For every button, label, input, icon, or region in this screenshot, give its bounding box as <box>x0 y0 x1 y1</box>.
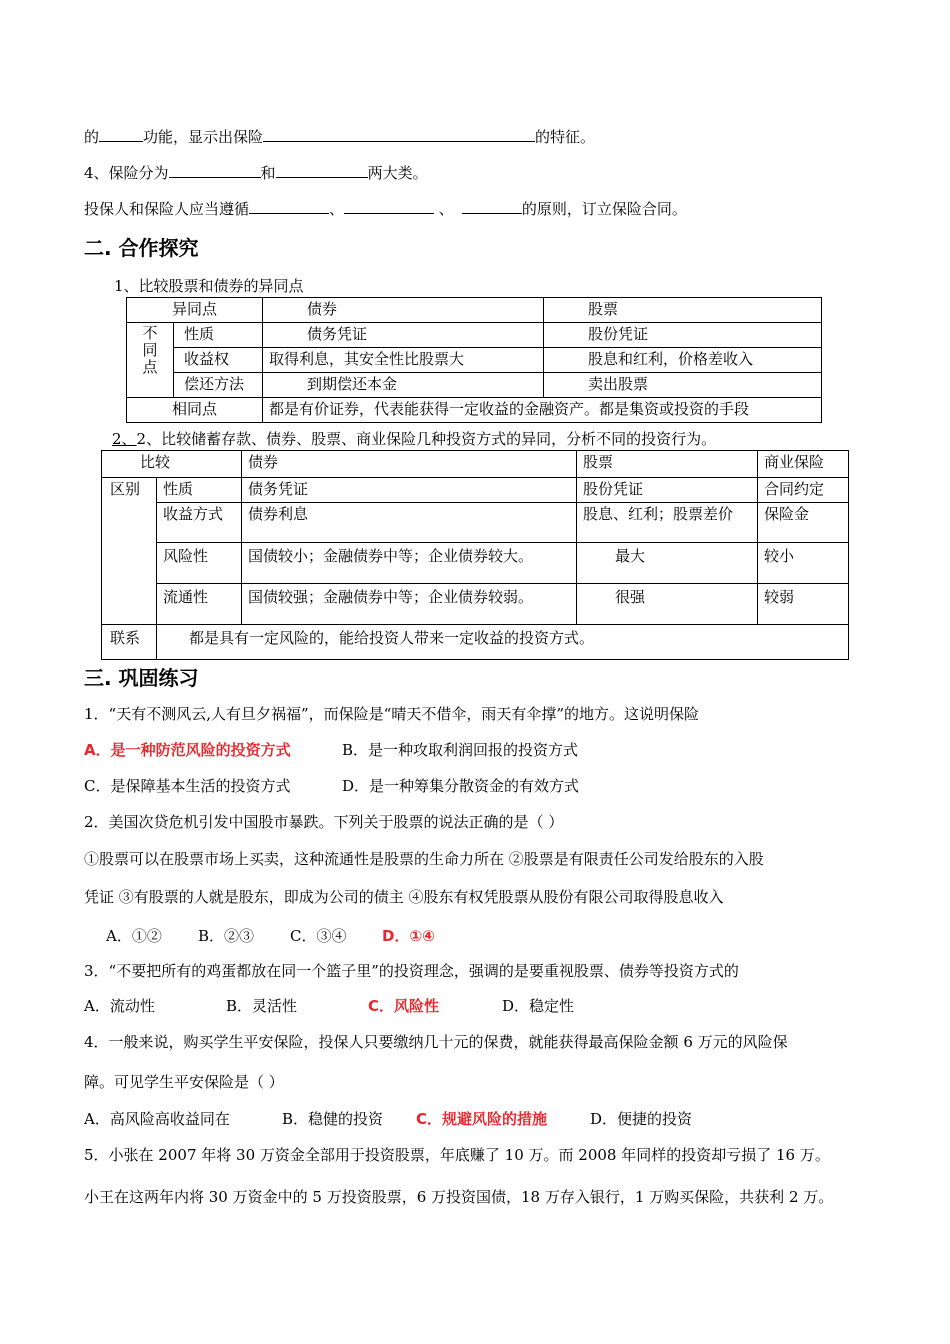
table-header: 比较 <box>102 451 242 478</box>
blank-field[interactable] <box>263 127 535 142</box>
blank-field[interactable] <box>344 199 434 214</box>
blank-field[interactable] <box>462 199 522 214</box>
table-cell: 到期偿还本金 <box>263 373 544 398</box>
text: 功能，显示出保险 <box>143 128 264 146</box>
question-2: 2．美国次贷危机引发中国股市暴跌。下列关于股票的说法正确的是（ ） <box>84 813 564 831</box>
text: 的 <box>84 128 100 146</box>
option-a[interactable]: A．流动性 <box>84 997 155 1015</box>
options-row <box>84 996 574 1016</box>
options-row <box>84 1109 692 1129</box>
table-cell: 股份凭证 <box>544 323 822 348</box>
question-text: ①股票可以在股票市场上买卖，这种流通性是股票的生命力所在 ②股票是有限责任公司发给股东的入股 <box>84 850 764 868</box>
question-title: 1、比较股票和债券的异同点 <box>114 277 304 295</box>
question-4: 4．一般来说，购买学生平安保险，投保人只要缴纳几十元的保费，就能获得最高保险金额 6 万元的风险保 <box>84 1033 788 1051</box>
options-row <box>84 776 579 796</box>
question-1: 1．“天有不测风云,人有旦夕祸福”，而保险是“晴天不借伞，雨天有伞撑”的地方。这说明保险 <box>84 705 699 723</box>
option-d[interactable]: D．是一种筹集分散资金的有效方式 <box>342 777 580 795</box>
fill-line-3 <box>84 199 687 219</box>
option-a[interactable]: A．①② <box>106 927 162 945</box>
table-cell: 国债较强；金融债券中等；企业债券较弱。 <box>242 584 577 625</box>
question-5: 5．小张在 2007 年将 30 万资金全部用于投资股票，年底赚了 10 万。而 2008 年同样的投资却亏损了 16 万。 <box>84 1146 830 1164</box>
text: 两大类。 <box>367 164 428 182</box>
options-row <box>84 740 578 760</box>
table-header: 股票 <box>577 451 758 478</box>
investment-compare-table <box>101 450 849 660</box>
table-cell: 最大 <box>577 543 758 584</box>
option-d[interactable]: D．便捷的投资 <box>590 1110 693 1128</box>
blank-field[interactable] <box>99 127 143 142</box>
table-cell: 国债较小；金融债券中等；企业债券较大。 <box>242 543 577 584</box>
row-label: 不 同 点 <box>127 323 174 398</box>
table-header: 债券 <box>263 298 544 323</box>
text: 投保人和保险人应当遵循 <box>84 200 250 218</box>
option-c-answer[interactable]: C．风险性 <box>368 997 440 1015</box>
option-a[interactable]: A．高风险高收益同在 <box>84 1110 230 1128</box>
blank-field[interactable] <box>169 163 261 178</box>
table-cell: 流通性 <box>157 584 242 625</box>
text: 的特征。 <box>535 128 596 146</box>
option-b[interactable]: B．灵活性 <box>226 997 298 1015</box>
table-cell: 债务凭证 <box>263 323 544 348</box>
row-label: 联系 <box>102 625 157 660</box>
text: 和 <box>260 164 276 182</box>
table-cell: 股息和红利，价格差收入 <box>544 348 822 373</box>
option-c-answer[interactable]: C．规避风险的措施 <box>416 1110 548 1128</box>
table-header: 异同点 <box>127 298 263 323</box>
table-cell: 取得利息，其安全性比股票大 <box>263 348 544 373</box>
table-cell: 偿还方法 <box>174 373 263 398</box>
fill-line-1 <box>84 127 595 147</box>
section-heading: 三. 巩固练习 <box>84 666 199 690</box>
blank-field[interactable] <box>276 163 368 178</box>
table-cell: 收益权 <box>174 348 263 373</box>
table-cell: 债务凭证 <box>242 478 577 503</box>
option-b[interactable]: B．是一种攻取利润回报的投资方式 <box>342 741 579 759</box>
option-d[interactable]: D．稳定性 <box>502 997 575 1015</box>
table-cell: 风险性 <box>157 543 242 584</box>
bond-stock-table <box>126 297 822 423</box>
blank-field[interactable] <box>249 199 329 214</box>
table-cell: 保险金 <box>758 503 849 543</box>
table-header: 股票 <box>544 298 822 323</box>
table-cell: 都是有价证券，代表能获得一定收益的金融资产。都是集资或投资的手段 <box>263 398 822 423</box>
question-3: 3．“不要把所有的鸡蛋都放在同一个篮子里”的投资理念，强调的是要重视股票、债券等投资方式的 <box>84 962 739 980</box>
table-cell: 较小 <box>758 543 849 584</box>
text: 4、保险分为 <box>84 164 169 182</box>
options-row <box>106 926 435 946</box>
table-header: 债券 <box>242 451 577 478</box>
question-text: 小王在这两年内将 30 万资金中的 5 万投资股票，6 万投资国债，18 万存入银行，1 万购买保险，共获利 2 万。 <box>84 1188 834 1206</box>
text: 、 <box>329 200 345 218</box>
text: 的原则，订立保险合同。 <box>521 200 687 218</box>
option-b[interactable]: B．②③ <box>198 927 255 945</box>
section-heading: 二. 合作探究 <box>84 236 199 260</box>
option-d-answer[interactable]: D．①④ <box>382 927 435 945</box>
question-text: 凭证 ③有股票的人就是股东，即成为公司的债主 ④股东有权凭股票从股份有限公司取得股息收入 <box>84 888 724 906</box>
table-cell: 收益方式 <box>157 503 242 543</box>
question-text: 障。可见学生平安保险是（ ） <box>84 1073 284 1091</box>
table-cell: 卖出股票 <box>544 373 822 398</box>
fill-line-2 <box>84 163 428 183</box>
question-text: 2、比较储蓄存款、债券、股票、商业保险几种投资方式的异同，分析不同的投资行为。 <box>136 430 717 448</box>
table-cell: 股息、红利；股票差价 <box>577 503 758 543</box>
table-cell: 合同约定 <box>758 478 849 503</box>
table-cell: 都是具有一定风险的，能给投资人带来一定收益的投资方式。 <box>157 625 849 660</box>
table-cell: 较弱 <box>758 584 849 625</box>
table-header: 商业保险 <box>758 451 849 478</box>
row-label: 区别 <box>102 478 157 625</box>
table-cell: 股份凭证 <box>577 478 758 503</box>
question-title: 2、2、比较储蓄存款、债券、股票、商业保险几种投资方式的异同，分析不同的投资行为。 <box>112 430 717 448</box>
table-cell: 债券利息 <box>242 503 577 543</box>
option-b[interactable]: B．稳健的投资 <box>282 1110 384 1128</box>
table-cell: 性质 <box>174 323 263 348</box>
option-c[interactable]: C．是保障基本生活的投资方式 <box>84 777 291 795</box>
text: 、 <box>434 200 454 218</box>
row-label: 相同点 <box>127 398 263 423</box>
table-cell: 很强 <box>577 584 758 625</box>
option-c[interactable]: C．③④ <box>290 927 347 945</box>
table-cell: 性质 <box>157 478 242 503</box>
option-a-answer[interactable]: A．是一种防范风险的投资方式 <box>84 741 291 759</box>
